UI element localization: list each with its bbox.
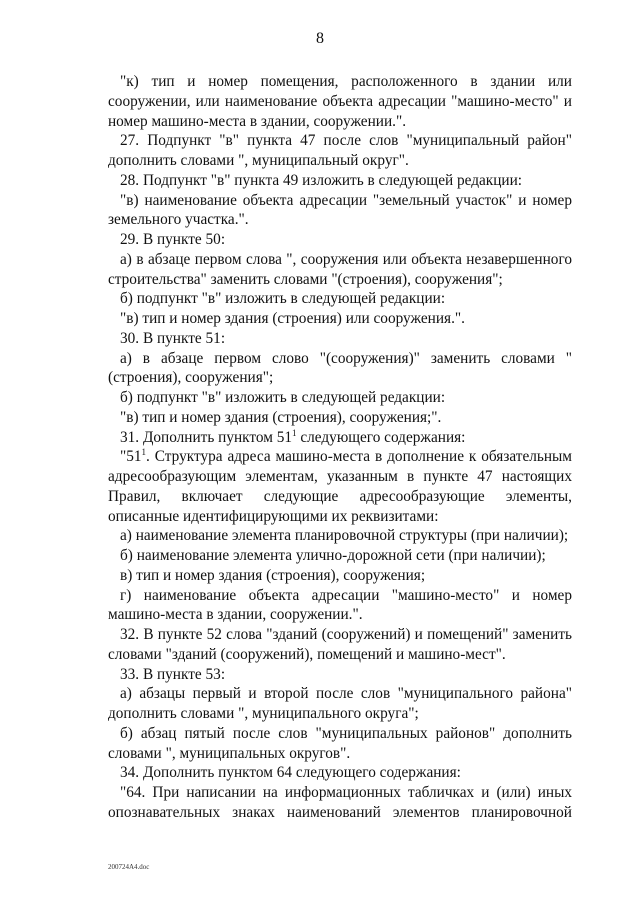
- paragraph: "в) наименование объекта адресации "земельный участок" и номер земельного участка.".: [108, 191, 572, 229]
- paragraph: 28. Подпункт "в" пункта 49 изложить в следующей редакции:: [120, 171, 523, 189]
- paragraph: "64. При написании на информационных табличках и (или) иных опознавательных знаках наименований элементов планировочной: [108, 784, 572, 821]
- paragraph-text: 31. Дополнить пунктом 51: [120, 428, 293, 446]
- page-number: 8: [316, 30, 324, 47]
- superscript: 1: [141, 447, 147, 458]
- paragraph: а) абзацы первый и второй после слов "муниципального района" дополнить словами ", муниципального округа";: [108, 685, 572, 722]
- paragraph: 27. Подпункт "в" пункта 47 после слов "муниципальный район" дополнить словами ", муниципальный округ".: [108, 132, 572, 169]
- paragraph: [108, 428, 572, 448]
- document-body: [108, 72, 572, 823]
- paragraph: 34. Дополнить пунктом 64 следующего содержания:: [120, 764, 461, 782]
- paragraph: 29. В пункте 50:: [120, 231, 226, 248]
- paragraph: 30. В пункте 51:: [120, 329, 226, 347]
- paragraph: б) абзац пятый после слов "муниципальных районов" дополнить словами ", муниципальных округов".: [108, 724, 572, 762]
- paragraph: [108, 447, 572, 526]
- paragraph: "в) тип и номер здания (строения) или сооружения.".: [120, 310, 465, 327]
- paragraph: б) подпункт "в" изложить в следующей редакции:: [120, 389, 446, 406]
- paragraph-text: "51: [120, 448, 142, 466]
- paragraph: а) наименование элемента планировочной структуры (при наличии);: [120, 527, 569, 545]
- paragraph: а) в абзаце первом слово "(сооружения)" заменить словами "(строения), сооружения";: [108, 349, 572, 387]
- paragraph: 33. В пункте 53:: [120, 665, 226, 683]
- paragraph: а) в абзаце первом слова ", сооружения или объекта незавершенного строительства" заменить словами "(строения), сооружения";: [108, 250, 572, 288]
- paragraph: в) тип и номер здания (строения), сооружения;: [120, 566, 426, 584]
- paragraph-text: . Структура адреса машино-места в дополнение к обязательным адресообразующим элементам, указанным в пункте 47 настоящих Правил, включает следующие адресообразующие элементы, описанные идентифицирующими их реквизитами:: [108, 448, 572, 525]
- superscript: 1: [292, 427, 297, 438]
- paragraph: г) наименование объекта адресации "машино-место" и номер машино-места в здании, сооружении.".: [108, 586, 572, 624]
- paragraph: 32. В пункте 52 слова "зданий (сооружений) и помещений" заменить словами "зданий (сооружений), помещений и машино-мест".: [108, 626, 572, 663]
- file-name-footer: 200724A4.doc: [108, 863, 150, 871]
- paragraph: б) наименование элемента улично-дорожной сети (при наличии);: [120, 547, 546, 564]
- paragraph: б) подпункт "в" изложить в следующей редакции:: [120, 290, 446, 308]
- paragraph-text: следующего содержания:: [296, 428, 466, 446]
- paragraph: "в) тип и номер здания (строения), сооружения;".: [120, 408, 442, 426]
- paragraph: "к) тип и номер помещения, расположенного в здании или сооружении, или наименование объекта адресации "машино-место" и номер машино-места в здании, сооружении.".: [108, 73, 572, 130]
